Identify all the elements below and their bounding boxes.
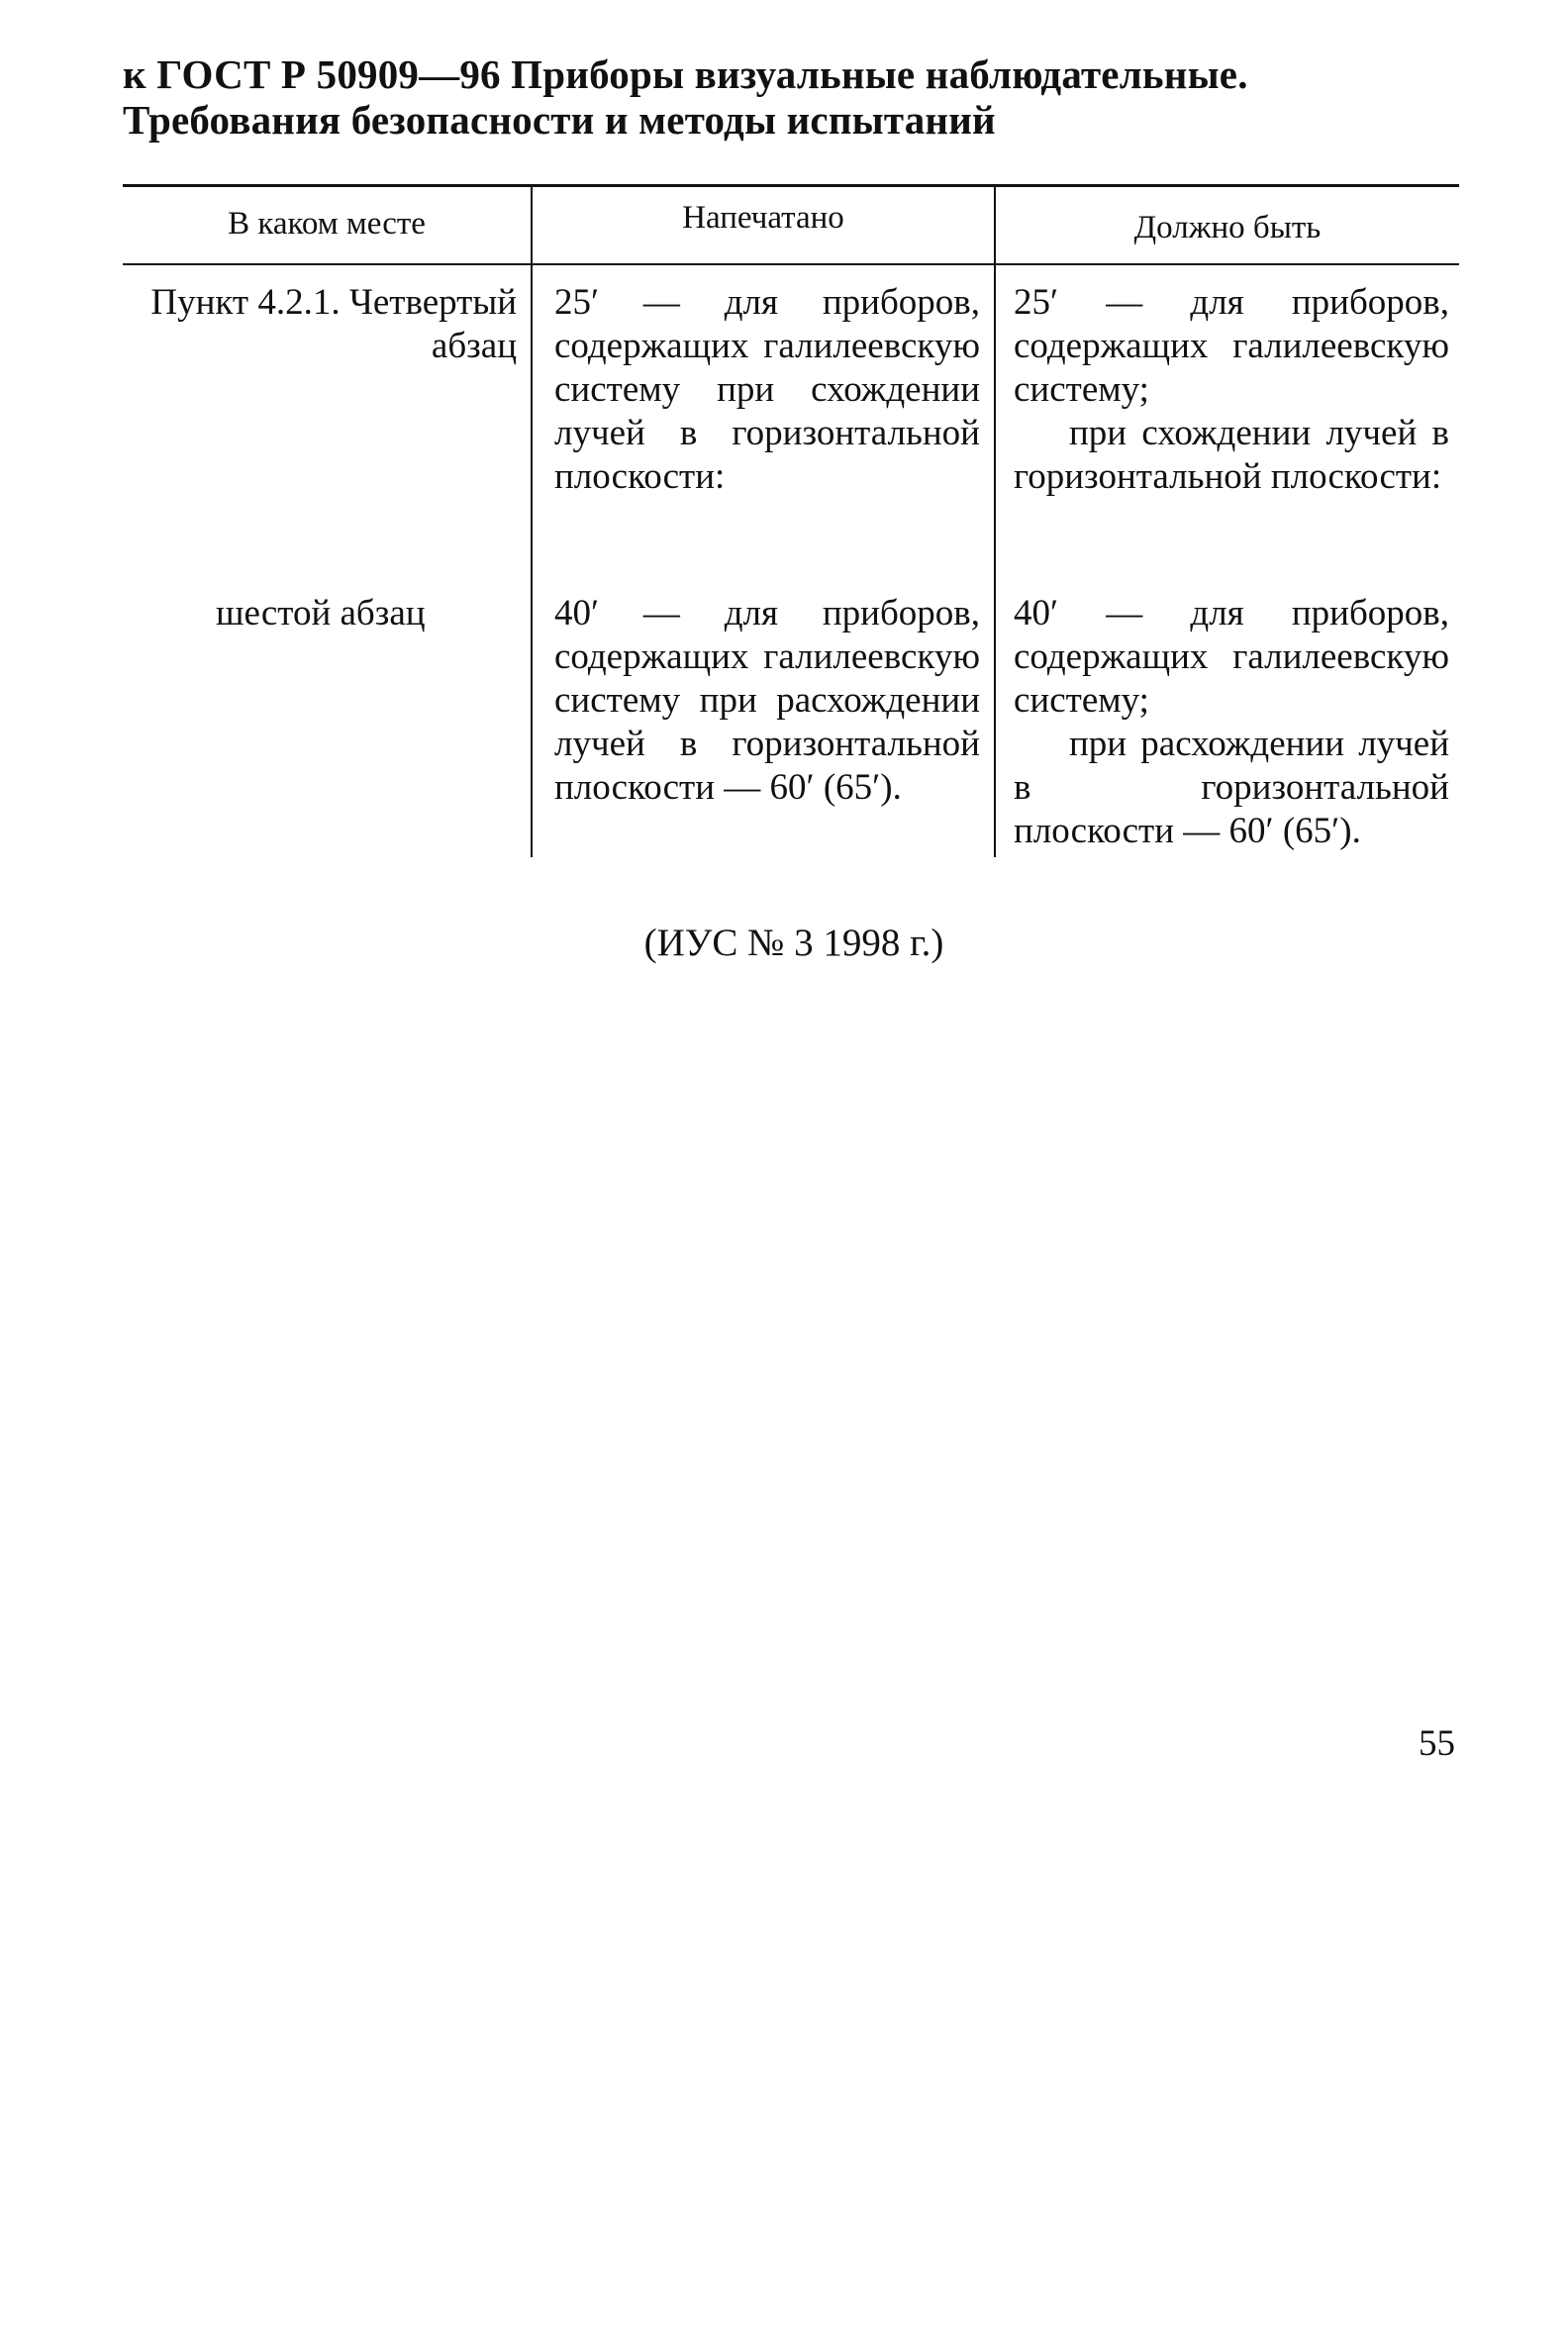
page-title: к ГОСТ Р 50909—96 Приборы визуальные наблюдательные. Требования безопасности и методы испытаний xyxy=(123,51,1248,143)
should-be-text-continued: при схождении лучей в горизонтальной плоскости: xyxy=(1014,413,1449,497)
should-be-text-continued: при расхождении лучей в горизонтальной плоскости — 60′ (65′). xyxy=(1014,724,1449,851)
column-header-printed: Напечатано xyxy=(682,199,844,236)
errata-table xyxy=(123,184,1459,857)
source-reference: (ИУС № 3 1998 г.) xyxy=(643,922,944,964)
page-number: 55 xyxy=(1419,1723,1455,1764)
column-header-place: В каком месте xyxy=(228,205,426,242)
table-cell-printed: 25′ — для приборов, содержащих галилеевскую систему при схождении лучей в горизонтальной плоскости: xyxy=(554,282,980,497)
should-be-text: 25′ — для приборов, содержащих галилеевскую систему; xyxy=(1014,282,1449,410)
column-header-should-be: Должно быть xyxy=(1133,209,1322,245)
table-cell-place: Пункт 4.2.1. Четвертый абзац xyxy=(150,282,517,366)
table-cell-printed: 40′ — для приборов, содержащих галилеевскую систему при расхождении лучей в горизонтальной плоскости — 60′ (65′). xyxy=(554,593,980,808)
column-divider xyxy=(531,184,533,857)
column-divider xyxy=(994,184,996,857)
table-cell-should-be xyxy=(1014,592,1449,853)
should-be-text: 40′ — для приборов, содержащих галилеевскую систему; xyxy=(1014,593,1449,721)
table-cell-place: шестой абзац xyxy=(216,593,426,634)
table-cell-should-be xyxy=(1014,281,1449,499)
